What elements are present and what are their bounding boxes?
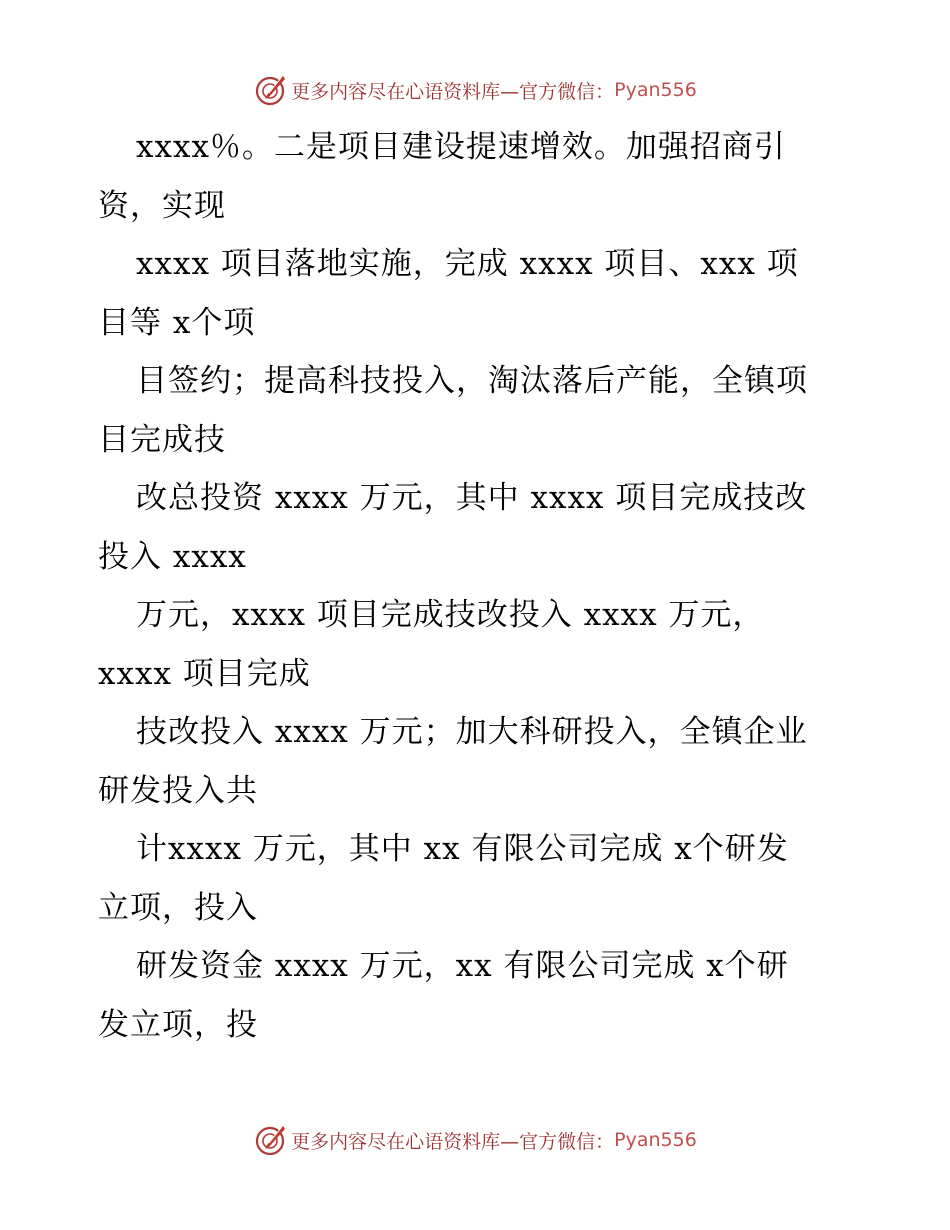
watermark-text: 更多内容尽在心语资料库—官方微信： xyxy=(291,80,615,103)
body-line: 研发资金 xxxx 万元，xx 有限公司完成 x个研 xyxy=(136,948,789,984)
body-line: 目签约；提高科技投入，淘汰落后产能，全镇项 xyxy=(136,363,808,399)
body-line: xxxx％。二是项目建设提速增效。加强招商引 xyxy=(136,129,786,165)
body-line: 投入 xxxx xyxy=(98,538,247,575)
body-line: 目等 x个项 xyxy=(98,304,256,341)
body-line: 资，实现 xyxy=(98,187,226,224)
body-line: xxxx 项目完成 xyxy=(98,655,311,692)
quill-logo-icon xyxy=(253,1123,287,1157)
body-line: 立项，投入 xyxy=(98,889,258,926)
document-body xyxy=(98,118,858,1054)
body-line: 万元，xxxx 项目完成技改投入 xxxx 万元， xyxy=(136,597,765,633)
body-line: 技改投入 xxxx 万元；加大科研投入，全镇企业 xyxy=(136,714,808,750)
watermark-text: 更多内容尽在心语资料库—官方微信： xyxy=(291,1130,615,1153)
body-line: 发立项，投 xyxy=(98,1006,258,1043)
header-watermark xyxy=(0,70,950,110)
body-line: 目完成技 xyxy=(98,421,226,458)
body-line: 计xxxx 万元，其中 xx 有限公司完成 x个研发 xyxy=(136,831,789,867)
watermark-handle: Pyan556 xyxy=(614,1129,697,1151)
body-line: 改总投资 xxxx 万元，其中 xxxx 项目完成技改 xyxy=(136,480,808,516)
quill-logo-icon xyxy=(253,73,287,107)
body-line: 研发投入共 xyxy=(98,772,258,809)
watermark-handle: Pyan556 xyxy=(614,79,697,101)
body-line: xxxx 项目落地实施，完成 xxxx 项目、xxx 项 xyxy=(136,246,799,282)
footer-watermark xyxy=(0,1120,950,1160)
